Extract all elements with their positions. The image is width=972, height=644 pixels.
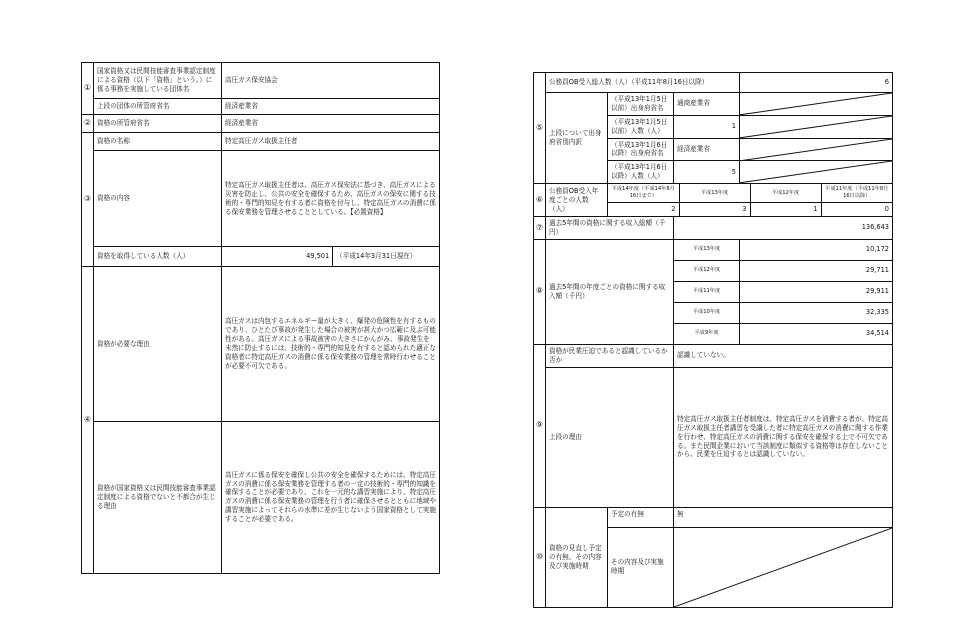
ob-item-value-2: 経済産業省 <box>674 138 740 161</box>
right-table <box>533 72 893 608</box>
review-detail-diagonal <box>674 527 893 607</box>
qual-ministry-value: 経済産業省 <box>222 115 440 133</box>
ob-item-value-1: 1 <box>674 115 740 138</box>
review-plan-label: 予定の有無 <box>608 507 674 527</box>
need-reason-label: 資格が必要な理由 <box>94 267 222 421</box>
revenue-value-0: 10,172 <box>740 239 893 260</box>
right-sheet <box>533 72 892 580</box>
row-num-1: ① <box>82 63 94 115</box>
row-num-8: ⑧ <box>534 239 546 344</box>
revenue-value-4: 34,514 <box>740 323 893 344</box>
review-detail-label: その内容及び実施時期 <box>608 527 674 607</box>
row-num-6: ⑥ <box>534 184 546 217</box>
ob-year-value-2: 1 <box>750 203 821 216</box>
qual-content-label: 資格の内容 <box>94 151 222 247</box>
holders-value: 49,501 <box>222 247 333 266</box>
ob-year-0: 平成14年度（平成14年8月16日まで） <box>608 184 679 203</box>
holders-label: 資格を取得している人数（人） <box>94 247 222 267</box>
qual-ministry-label: 資格の所管府省名 <box>94 115 222 133</box>
qual-name-value: 特定高圧ガス取扱主任者 <box>222 133 440 151</box>
ob-total-label: 公務員OB受入総人数（人）（平成11年8月16日以降） <box>546 73 740 93</box>
ob-item-label-0: （平成13年1月5日以前）出身府省名 <box>608 93 674 116</box>
revenue-value-1: 29,711 <box>740 260 893 281</box>
blank-diagonal-cell <box>740 161 893 184</box>
row-num-7: ⑦ <box>534 217 546 240</box>
row-num-10: ⑩ <box>534 507 546 607</box>
national-reason-value: 高圧ガスに係る保安を確保し公共の安全を確保するためには、特定高圧ガスの消費に係る保安業務を管理する者の一定の技術的・専門的知識を確保することが必要であり、これを一元的な講習実施により、特定高圧ガスの消費に係る保安業務の管理を行う者に確保させるとともに地域や講習実施によってそれらの水準に差が生じないよう国家資格として実施することが必要である。 <box>222 421 440 573</box>
row-num-5: ⑤ <box>534 73 546 184</box>
ob-year-1: 平成13年度 <box>679 184 750 203</box>
revenue-year-3: 平成10年度 <box>674 302 740 323</box>
ob-year-value-1: 3 <box>679 203 750 216</box>
crowding-value: 認識していない。 <box>674 344 893 367</box>
revenue-value-3: 32,335 <box>740 302 893 323</box>
ob-item-label-2: （平成13年1月6日以降）出身府省名 <box>608 138 674 161</box>
revenue-total-label: 過去5年間の資格に関する収入総額（千円） <box>546 217 674 240</box>
ob-total-value: 6 <box>740 73 893 93</box>
row-num-3: ③ <box>82 133 94 267</box>
national-reason-label: 資格が国家資格又は民間技能審査事業認定制度による資格でないと不都合が生じる理由 <box>94 421 222 573</box>
holders-cell <box>222 247 440 267</box>
row-num-9: ⑨ <box>534 344 546 507</box>
org-value: 高圧ガス保安協会 <box>222 63 440 99</box>
ob-year-2: 平成12年度 <box>750 184 821 203</box>
org-ministry-value: 経済産業省 <box>222 99 440 115</box>
ob-yearly-label: 公務員OB受入年度ごとの人数（人） <box>546 184 608 217</box>
qual-name-label: 資格の名称 <box>94 133 222 151</box>
ob-yearly-grid <box>608 184 893 217</box>
revenue-total-value: 136,643 <box>674 217 893 240</box>
blank-diagonal-cell <box>740 138 893 161</box>
need-reason-value: 高圧ガスは内包するエネルギー量が大きく、爆発の危険性を有するものであり、ひとたび事故が発生した場合の被害が甚大かつ広範に及ぶ可能性がある。高圧ガスによる事故被害の大きさにかんがみ、事故発生を未然に防止するには、技術的・専門的知見を有すると認められた適正な資格者に特定高圧ガスの消費に係る保安業務の管理を常時行わせることが必要不可欠である。 <box>222 267 440 421</box>
crowding-reason-label: 上段の理由 <box>546 367 674 507</box>
revenue-yearly-label: 過去5年間の年度ごとの資格に関する収入額（千円） <box>546 239 674 344</box>
review-plan-value: 無 <box>674 507 893 527</box>
blank-diagonal-cell <box>740 115 893 138</box>
ob-breakdown-label: 上段について出身府省別内訳 <box>546 93 608 184</box>
blank-diagonal-cell <box>740 93 893 116</box>
left-table <box>81 62 440 574</box>
ob-year-value-3: 0 <box>821 203 892 216</box>
ob-item-label-3: （平成13年1月6日以降）人数（人） <box>608 161 674 184</box>
ob-year-3: 平成11年度（平成11年8月16日以降） <box>821 184 892 203</box>
ob-year-value-0: 2 <box>608 203 679 216</box>
review-label: 資格の見直し予定の有無、その内容及び実施時期 <box>546 507 608 607</box>
row-num-2: ② <box>82 115 94 133</box>
crowding-label: 資格が民業圧迫であると認識しているか否か <box>546 344 674 367</box>
ob-item-value-3: 5 <box>674 161 740 184</box>
revenue-year-1: 平成12年度 <box>674 260 740 281</box>
ob-item-value-0: 通商産業省 <box>674 93 740 116</box>
crowding-reason-value: 特定高圧ガス取扱主任者制度は、特定高圧ガスを消費する者が、特定高圧ガス取扱主任者講習を受講した者に特定高圧ガスの消費に関する作業を行わせ、特定高圧ガスの消費に関する保安を確保する上で不可欠である。また民間企業において当該制度に類似する資格等は存在しないことから、民業を圧迫するとは認識していない。 <box>674 367 893 507</box>
revenue-year-4: 平成9年度 <box>674 323 740 344</box>
holders-note: （平成14年3月31日現在） <box>333 247 439 266</box>
org-ministry-label: 上段の団体の所管府省名 <box>94 99 222 115</box>
qual-content-value: 特定高圧ガス取扱主任者は、高圧ガス保安法に基づき、高圧ガスによる災害を防止し、公共の安全を確保するため、高圧ガスの保安に関する技術的・専門的知見を有する者に資格を付与し、特定高圧ガスの消費に係る保安業務を管理させることとしている。【必置資格】 <box>222 151 440 247</box>
revenue-year-0: 平成13年度 <box>674 239 740 260</box>
row-num-4: ④ <box>82 267 94 574</box>
left-sheet <box>81 62 439 574</box>
revenue-year-2: 平成11年度 <box>674 281 740 302</box>
org-label: 国家資格又は民間技能審査事業認定制度による資格（以下「資格」という。）に係る事務を実施している団体名 <box>94 63 222 99</box>
ob-item-label-1: （平成13年1月5日以前）人数（人） <box>608 115 674 138</box>
revenue-value-2: 29,911 <box>740 281 893 302</box>
